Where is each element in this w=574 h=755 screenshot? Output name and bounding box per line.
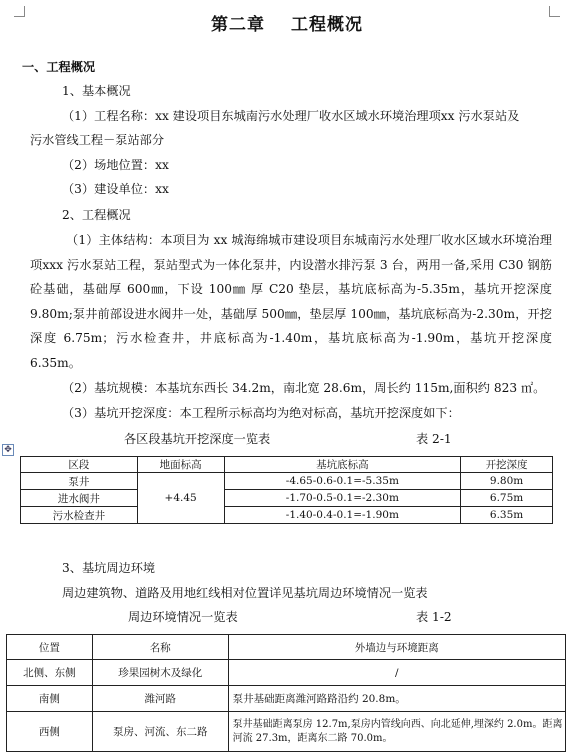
depth-cell: 9.80m	[461, 473, 553, 490]
owner-unit: （3）建设单位：xx	[62, 182, 169, 196]
table-row	[7, 712, 566, 752]
pit-depth-intro: （3）基坑开挖深度：本工程所示标高均为绝对标高，基坑开挖深度如下：	[62, 406, 460, 420]
bottom-level-cell: -1.40-0.4-0.1=-1.90m	[224, 507, 461, 524]
chapter-name: 工程概况	[291, 15, 363, 35]
table-caption: 各区段基坑开挖深度一览表	[124, 432, 271, 446]
table-number: 表 1-2	[416, 610, 452, 624]
table-row	[7, 660, 566, 686]
zone-cell: 污水检查井	[21, 507, 138, 524]
bottom-level-cell: -4.65-0.6-0.1=-5.35m	[224, 473, 461, 490]
distance-cell: 泵井基础距离潍河路路沿约 20.8m。	[228, 686, 565, 712]
environment-intro: 周边建筑物、道路及用地红线相对位置详见基坑周边环境情况一览表	[62, 586, 428, 600]
table-row	[21, 473, 553, 490]
subsection-heading: 1、基本概况	[62, 84, 131, 98]
excavation-depth-table	[20, 456, 553, 524]
table-move-handle-icon[interactable]: ✥	[2, 444, 14, 456]
main-structure-paragraph: （1）主体结构：本项目为 xx 城海绵城市建设项目东城南污水处理厂收水区域水环境治理项xxx 污水泵站工程，泵站型式为一体化泵井，内设潜水排污泵 3 台，两用一备,采用 C30 钢筋砼基础，基础厚 600㎜，下设 100㎜ 厚 C20 垫层，基坑底标高为-5.35m，基坑开挖深度 9.80m;泵井前部设进水阀井一处，基础厚 500㎜，垫层厚 100㎜，基坑底标高为-2.30m，开挖深度 6.75m；污水检查井，井底标高为-1.40m，基坑底标高为-1.90m，基坑开挖深度 6.35m。	[30, 233, 552, 370]
position-cell: 南侧	[7, 686, 93, 712]
table-header: 基坑底标高	[224, 457, 461, 473]
table-header-row	[21, 457, 553, 473]
pit-scale: （2）基坑规模：本基坑东西长 34.2m，南北宽 28.6m，周长约 115m,面积约 823 ㎡。	[62, 381, 546, 395]
depth-cell: 6.75m	[461, 490, 553, 507]
table-row	[21, 507, 553, 524]
position-cell: 西侧	[7, 712, 93, 752]
table-header: 开挖深度	[461, 457, 553, 473]
zone-cell: 进水阀井	[21, 490, 138, 507]
chapter-number: 第二章	[211, 15, 265, 35]
table-caption: 周边环境情况一览表	[128, 610, 238, 624]
table-header: 区段	[21, 457, 138, 473]
distance-cell: 泵井基础距离泵房 12.7m,泵房内管线向西、向北延伸,埋深约 2.0m。距离河流 27.3m，距离东二路 70.0m。	[228, 712, 565, 752]
site-location: （2）场地位置：xx	[62, 158, 169, 172]
table-header: 名称	[92, 635, 228, 660]
project-name-line1: （1）工程名称：xx 建设项目东城南污水处理厂收水区域水环境治理项xx 污水泵站及	[62, 109, 520, 123]
name-cell: 珍果园树木及绿化	[92, 660, 228, 686]
position-cell: 北侧、东侧	[7, 660, 93, 686]
table-row	[7, 686, 566, 712]
section-heading: 一、工程概况	[22, 60, 96, 74]
zone-cell: 泵井	[21, 473, 138, 490]
table-row	[21, 490, 553, 507]
table-header: 位置	[7, 635, 93, 660]
table-header: 外墙边与环境距离	[228, 635, 565, 660]
bottom-level-cell: -1.70-0.5-0.1=-2.30m	[224, 490, 461, 507]
name-cell: 泵房、河流、东二路	[92, 712, 228, 752]
chapter-title	[0, 10, 574, 35]
distance-cell: /	[228, 660, 565, 686]
table-number: 表 2-1	[416, 432, 452, 446]
ground-level-cell: +4.45	[137, 473, 224, 524]
subsection-heading: 3、基坑周边环境	[62, 561, 156, 575]
project-name-line2: 污水管线工程－泵站部分	[30, 133, 165, 147]
surrounding-environment-table	[6, 634, 566, 752]
table-header-row	[7, 635, 566, 660]
name-cell: 潍河路	[92, 686, 228, 712]
subsection-heading: 2、工程概况	[62, 208, 131, 222]
table-header: 地面标高	[137, 457, 224, 473]
depth-cell: 6.35m	[461, 507, 553, 524]
